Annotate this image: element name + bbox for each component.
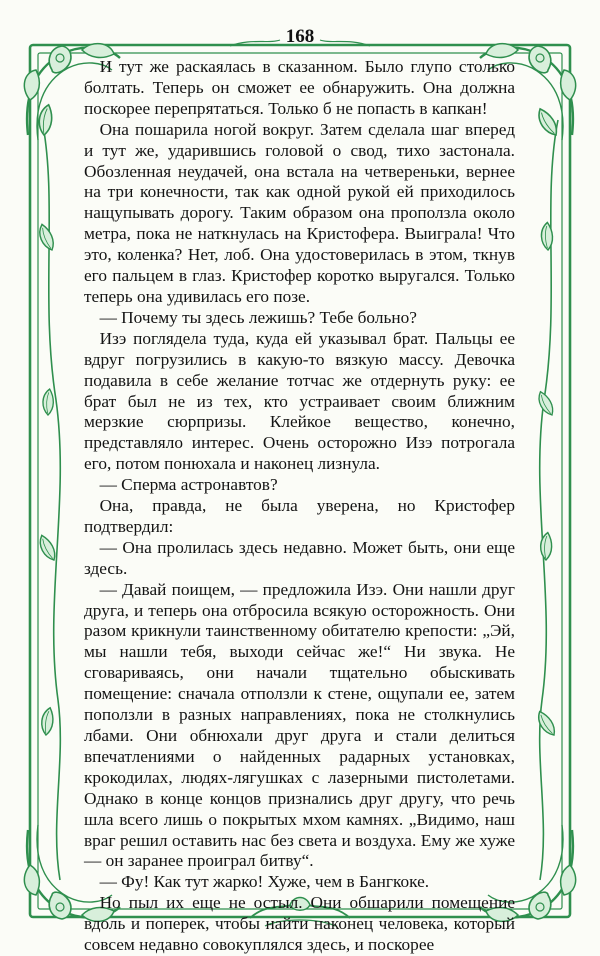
paragraph: Она пошарила ногой вокруг. Затем сделала шаг вперед и тут же, ударившись головой о свод, тихо застонала. Обозленная неудачей, она встала на четвереньки, вернее на три конечности, так как одной рукой ей приходилось нащупывать дорогу. Таким образом она проползла около метра, пока не наткнулась на Кристофера. Выиграла! Что это, коленка? Нет, лоб. Она удостоверилась в этом, ткнув его пальцем в глаз. Кристофер коротко выругался. Только теперь она удивилась его позе. [84,119,515,306]
paragraph: Изэ поглядела туда, куда ей указывал брат. Пальцы ее вдруг погрузились в какую-то вязкую массу. Девочка подавила в себе желание тотчас же отдернуть руку: ее брат был не из тех, кто устраивает своим ближним мерзкие сюрпризы. Клейкое вещество, конечно, представляло интерес. Очень осторожно Изэ потрогала его, потом понюхала и наконец лизнула. [84,328,515,474]
paragraph: Она, правда, не была уверена, но Кристофер подтвердил: [84,496,515,536]
body-text [84,57,515,956]
paragraph: — Фу! Как тут жарко! Хуже, чем в Бангкоке. [99,872,430,892]
paragraph: — Сперма астронавтов? [99,475,278,495]
paragraph: — Почему ты здесь лежишь? Тебе больно? [99,307,417,327]
paragraph: Но пыл их еще не остыл. Они обшарили помещение вдоль и поперек, чтобы найти наконец человека, который совсем недавно совокуплялся здесь, и поскорее [84,893,515,955]
paragraph: — Она пролилась здесь недавно. Может быть, они еще здесь. [84,537,515,578]
paragraph: — Давай поищем, — предложила Изэ. Они нашли друг друга, и теперь она отбросила всякую осторожность. Они разом крикнули таинственному обитателю крепости: „Эй, мы нашли тебя, выходи сейчас же!“ Ни звука. Не сговариваясь, они начали тщательно обыскивать помещение: сначала отползли к стене, ощупали ее, затем поползли в разных направлениях, пока не столкнулись лбами. Они обнюхали друг друга и стали делиться впечатлениями о найденных радарных установках, крокодилах, людях-лягушках с лазерными пистолетами. Однако в конце концов признались друг другу, что речь шла всего лишь о покрытых мхом камнях. „Видимо, наш враг решил оставить нас без света и воздуха. Ему же хуже — он заранее проиграл битву“. [84,579,515,871]
paragraph: И тут же раскаялась в сказанном. Было глупо столько болтать. Теперь он сможет ее обнаружить. Она должна поскорее перепрятаться. Только б не попасть в капкан! [84,57,515,118]
page-number: 168 [285,26,315,47]
